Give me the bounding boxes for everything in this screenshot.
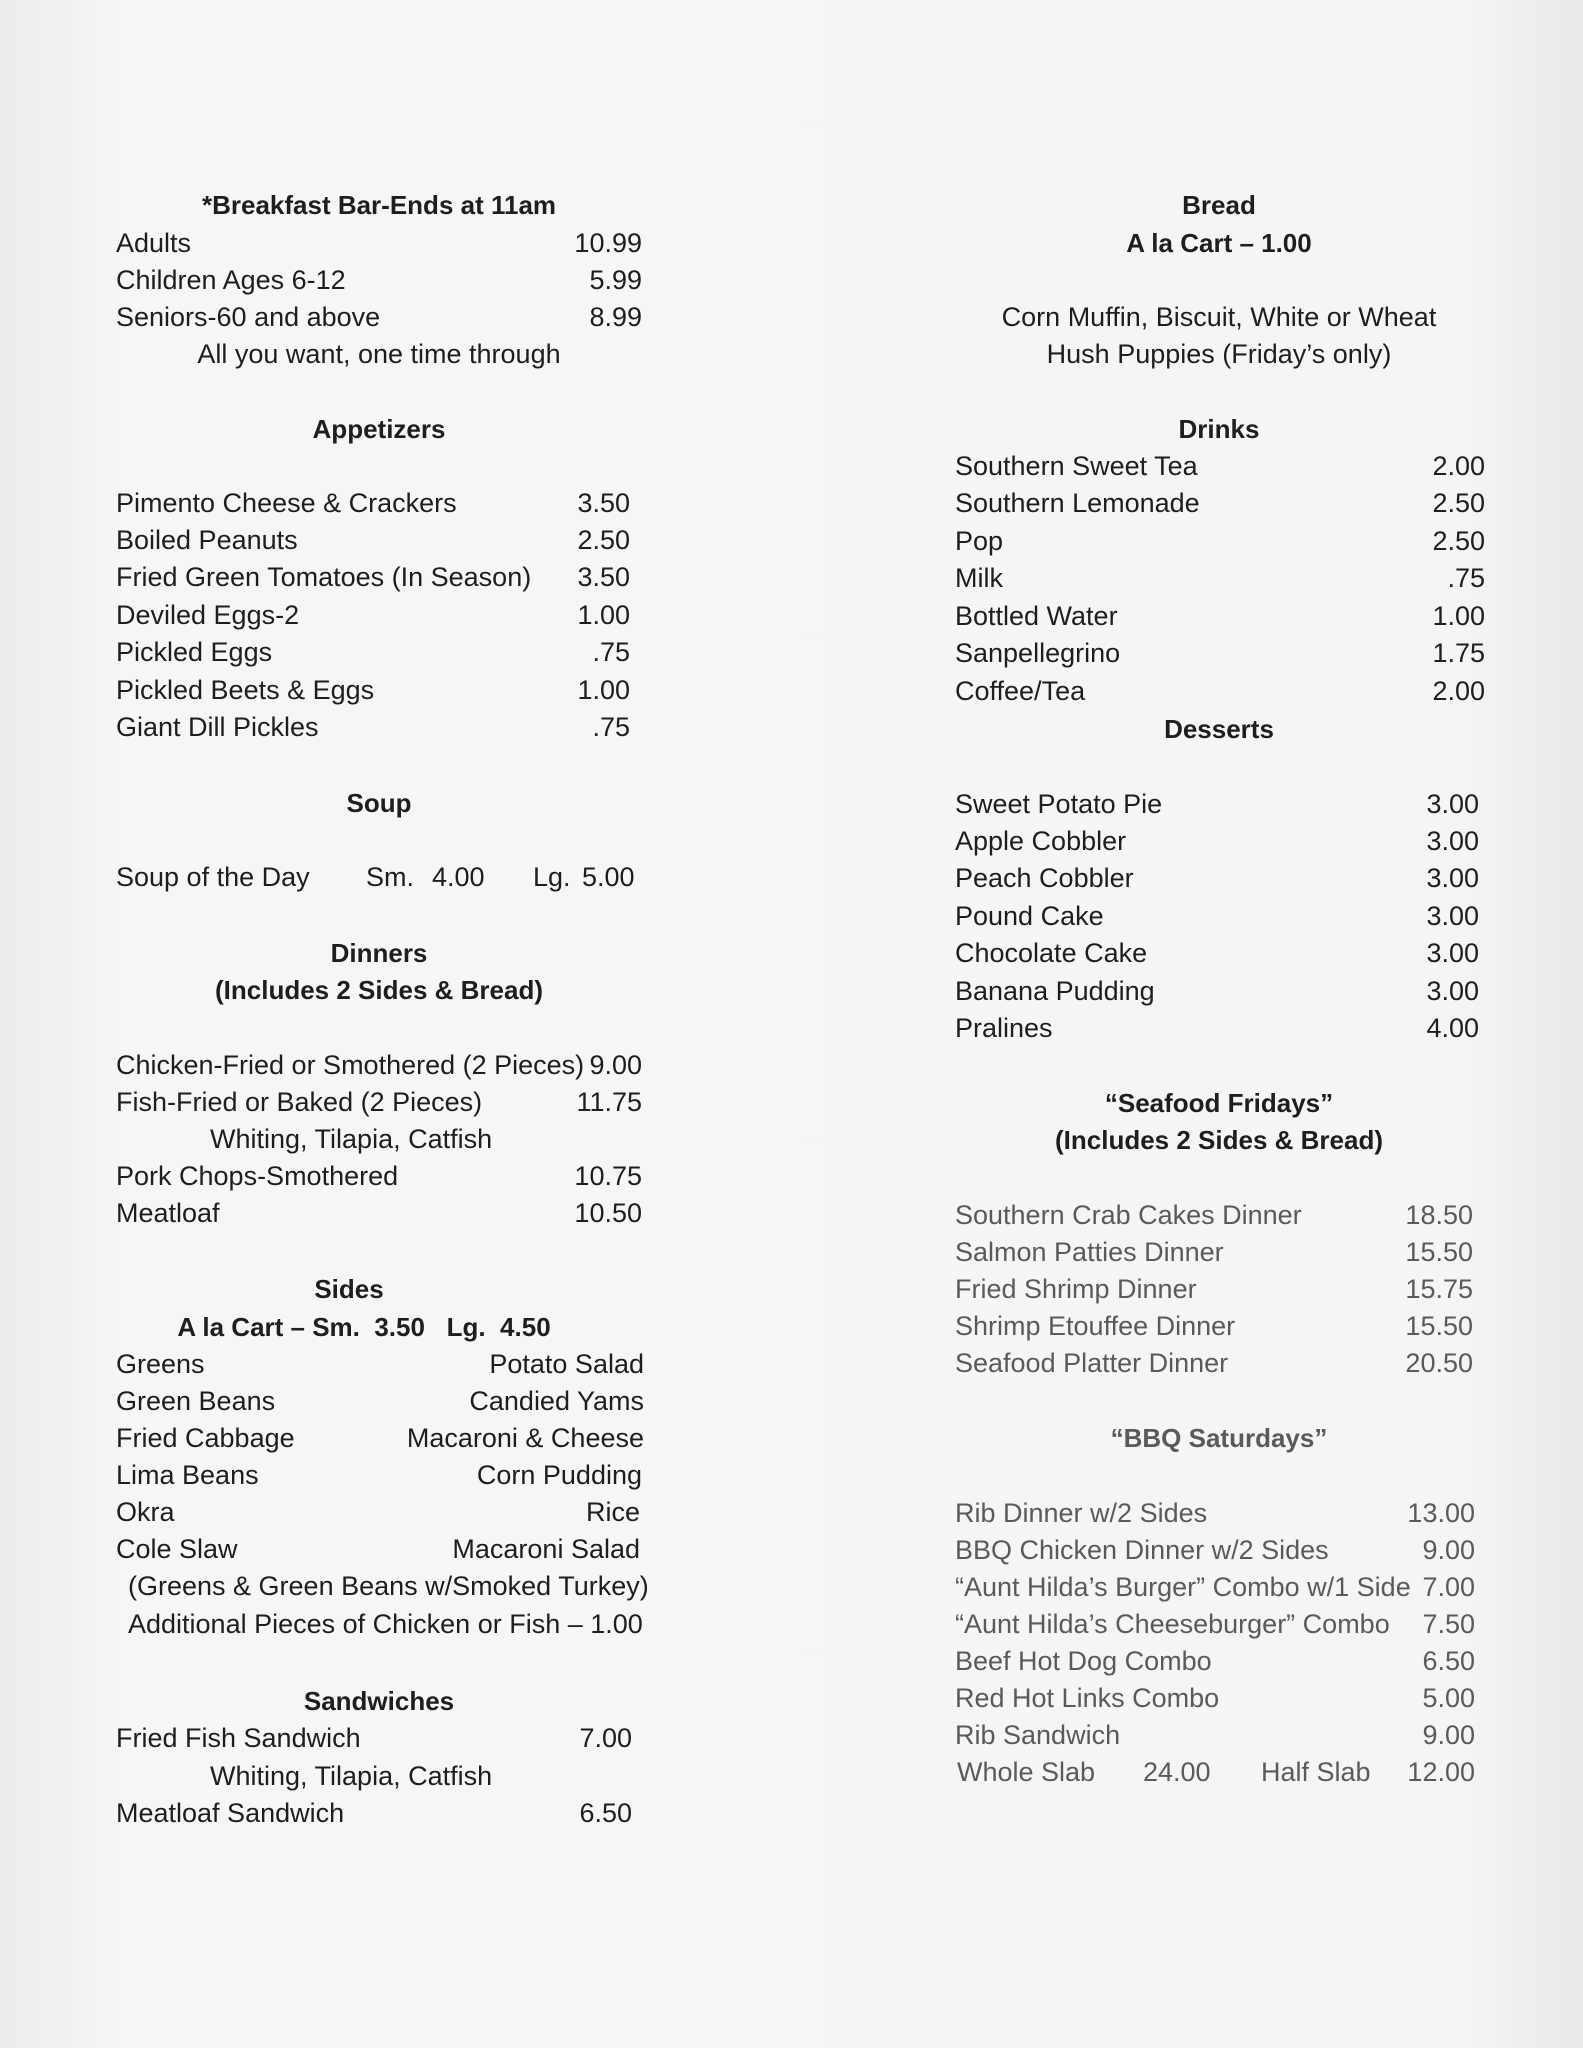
sides-heading: Sides <box>314 1274 384 1304</box>
breakfast-note: All you want, one time through <box>197 339 561 369</box>
half-slab-price: 12.00 <box>1407 1757 1475 1787</box>
appetizers-heading: Appetizers <box>312 414 446 444</box>
bbq-heading: “BBQ Saturdays” <box>1110 1423 1328 1453</box>
drinks-heading: Drinks <box>1178 414 1260 444</box>
soup-heading: Soup <box>346 788 412 818</box>
bread-subheading: A la Cart – 1.00 <box>1126 228 1312 258</box>
whole-slab-price: 24.00 <box>1143 1757 1211 1787</box>
soup-name: Soup of the Day <box>116 862 310 892</box>
sides-note-turkey: (Greens & Green Beans w/Smoked Turkey) <box>128 1571 649 1601</box>
soup-large-price: 5.00 <box>582 862 635 892</box>
soup-large-label: Lg. <box>533 862 571 892</box>
bread-options: Corn Muffin, Biscuit, White or Wheat <box>1001 302 1437 332</box>
bread-heading: Bread <box>1182 190 1256 220</box>
fish-varieties-note: Whiting, Tilapia, Catfish <box>210 1124 493 1154</box>
seafood-heading: “Seafood Fridays” <box>1104 1088 1334 1118</box>
breakfast-heading: *Breakfast Bar-Ends at 11am <box>201 190 557 220</box>
sides-subheading: A la Cart – Sm. 3.50 Lg. 4.50 <box>177 1312 551 1342</box>
sandwiches-heading: Sandwiches <box>303 1686 455 1716</box>
bread-hush-puppies: Hush Puppies (Friday’s only) <box>1046 339 1392 369</box>
menu-page: *Breakfast Bar-Ends at 11am Adults 10.99 Children Ages 6-12 5.99 Seniors-60 and above 8.99 All you want, one time through Appetizers Pimento Cheese & Crackers 3.50 Boiled Peanuts 2.50 Fried Green Tomatoes (In Season) 3.50 Deviled Eggs-2 1.00 Pickled Eggs .75 Pickled Beets & Eggs 1.00 Giant Dill Pickles .75 Soup Soup of the Day Sm. 4.00 Lg. 5.00 Dinners (Includes 2 Sides & Bread) Chicken-Fried or Smothered (2 Pieces) 9.00 Fish-Fried or Baked (2 Pieces) 11.75 Whiting, Tilapia, Catfish Pork Chops-Smothered 10.75 Meatloaf 10.50 Sides A la Cart – Sm. 3.50 Lg. 4.50 Greens Potato Salad Green Beans Candied Yams Fried Cabbage Macaroni & Cheese Lima Beans Corn Pudding Okra Rice Cole Slaw Macaroni Salad (Greens & Green Beans w/Smoked Turkey) Additional Pieces of Chicken or Fish – 1.00 Sandwiches Fried Fish Sandwich 7.00 Whiting, Tilapia, Catfish Meatloaf Sandwich 6.50 Bread A la Cart – 1.00 Corn Muffin, Biscuit, White or Wheat Hush Puppies (Friday’s only) Drinks Southern Sweet Tea 2.00 Southern Lemonade 2.50 Pop 2.50 Milk .75 Bottled Water 1.00 Sanpellegrino 1.75 Coffee/Tea 2.00 Desserts Sweet Potato Pie 3.00 Apple Cobbler 3.00 Peach Cobbler 3.00 Pound Cake 3.00 Chocolate Cake 3.00 Banana Pudding 3.00 Pralines 4.00 “Seafood Fridays” (Includes 2 Sides & Bread) Southern Crab Cakes Dinner 18.50 Salmon Patties Dinner 15.50 Fried Shrimp Dinner 15.75 Shrimp Etouffee Dinner 15.50 Seafood Platter Dinner 20.50 “BBQ Saturdays” Rib Dinner w/2 Sides 13.00 BBQ Chicken Dinner w/2 Sides 9.00 “Aunt Hilda’s Burger” Combo w/1 Side 7.00 “Aunt Hilda’s Cheeseburger” Combo 7.50 Beef Hot Dog Combo 6.50 Red Hot Links Combo 5.00 Rib Sandwich 9.00 Whole Slab 24.00 Half Slab 12.00 <box>0 0 1583 2048</box>
whole-slab-label: Whole Slab <box>957 1757 1096 1787</box>
soup-small-price: 4.00 <box>432 862 485 892</box>
fish-varieties-note: Whiting, Tilapia, Catfish <box>210 1761 493 1791</box>
dinners-subheading: (Includes 2 Sides & Bread) <box>215 975 543 1005</box>
dinners-heading: Dinners <box>330 938 428 968</box>
sides-note-additional: Additional Pieces of Chicken or Fish – 1.00 <box>128 1609 643 1639</box>
half-slab-label: Half Slab <box>1261 1757 1371 1787</box>
seafood-subheading: (Includes 2 Sides & Bread) <box>1055 1125 1383 1155</box>
soup-small-label: Sm. <box>366 862 415 892</box>
desserts-heading: Desserts <box>1164 714 1274 744</box>
